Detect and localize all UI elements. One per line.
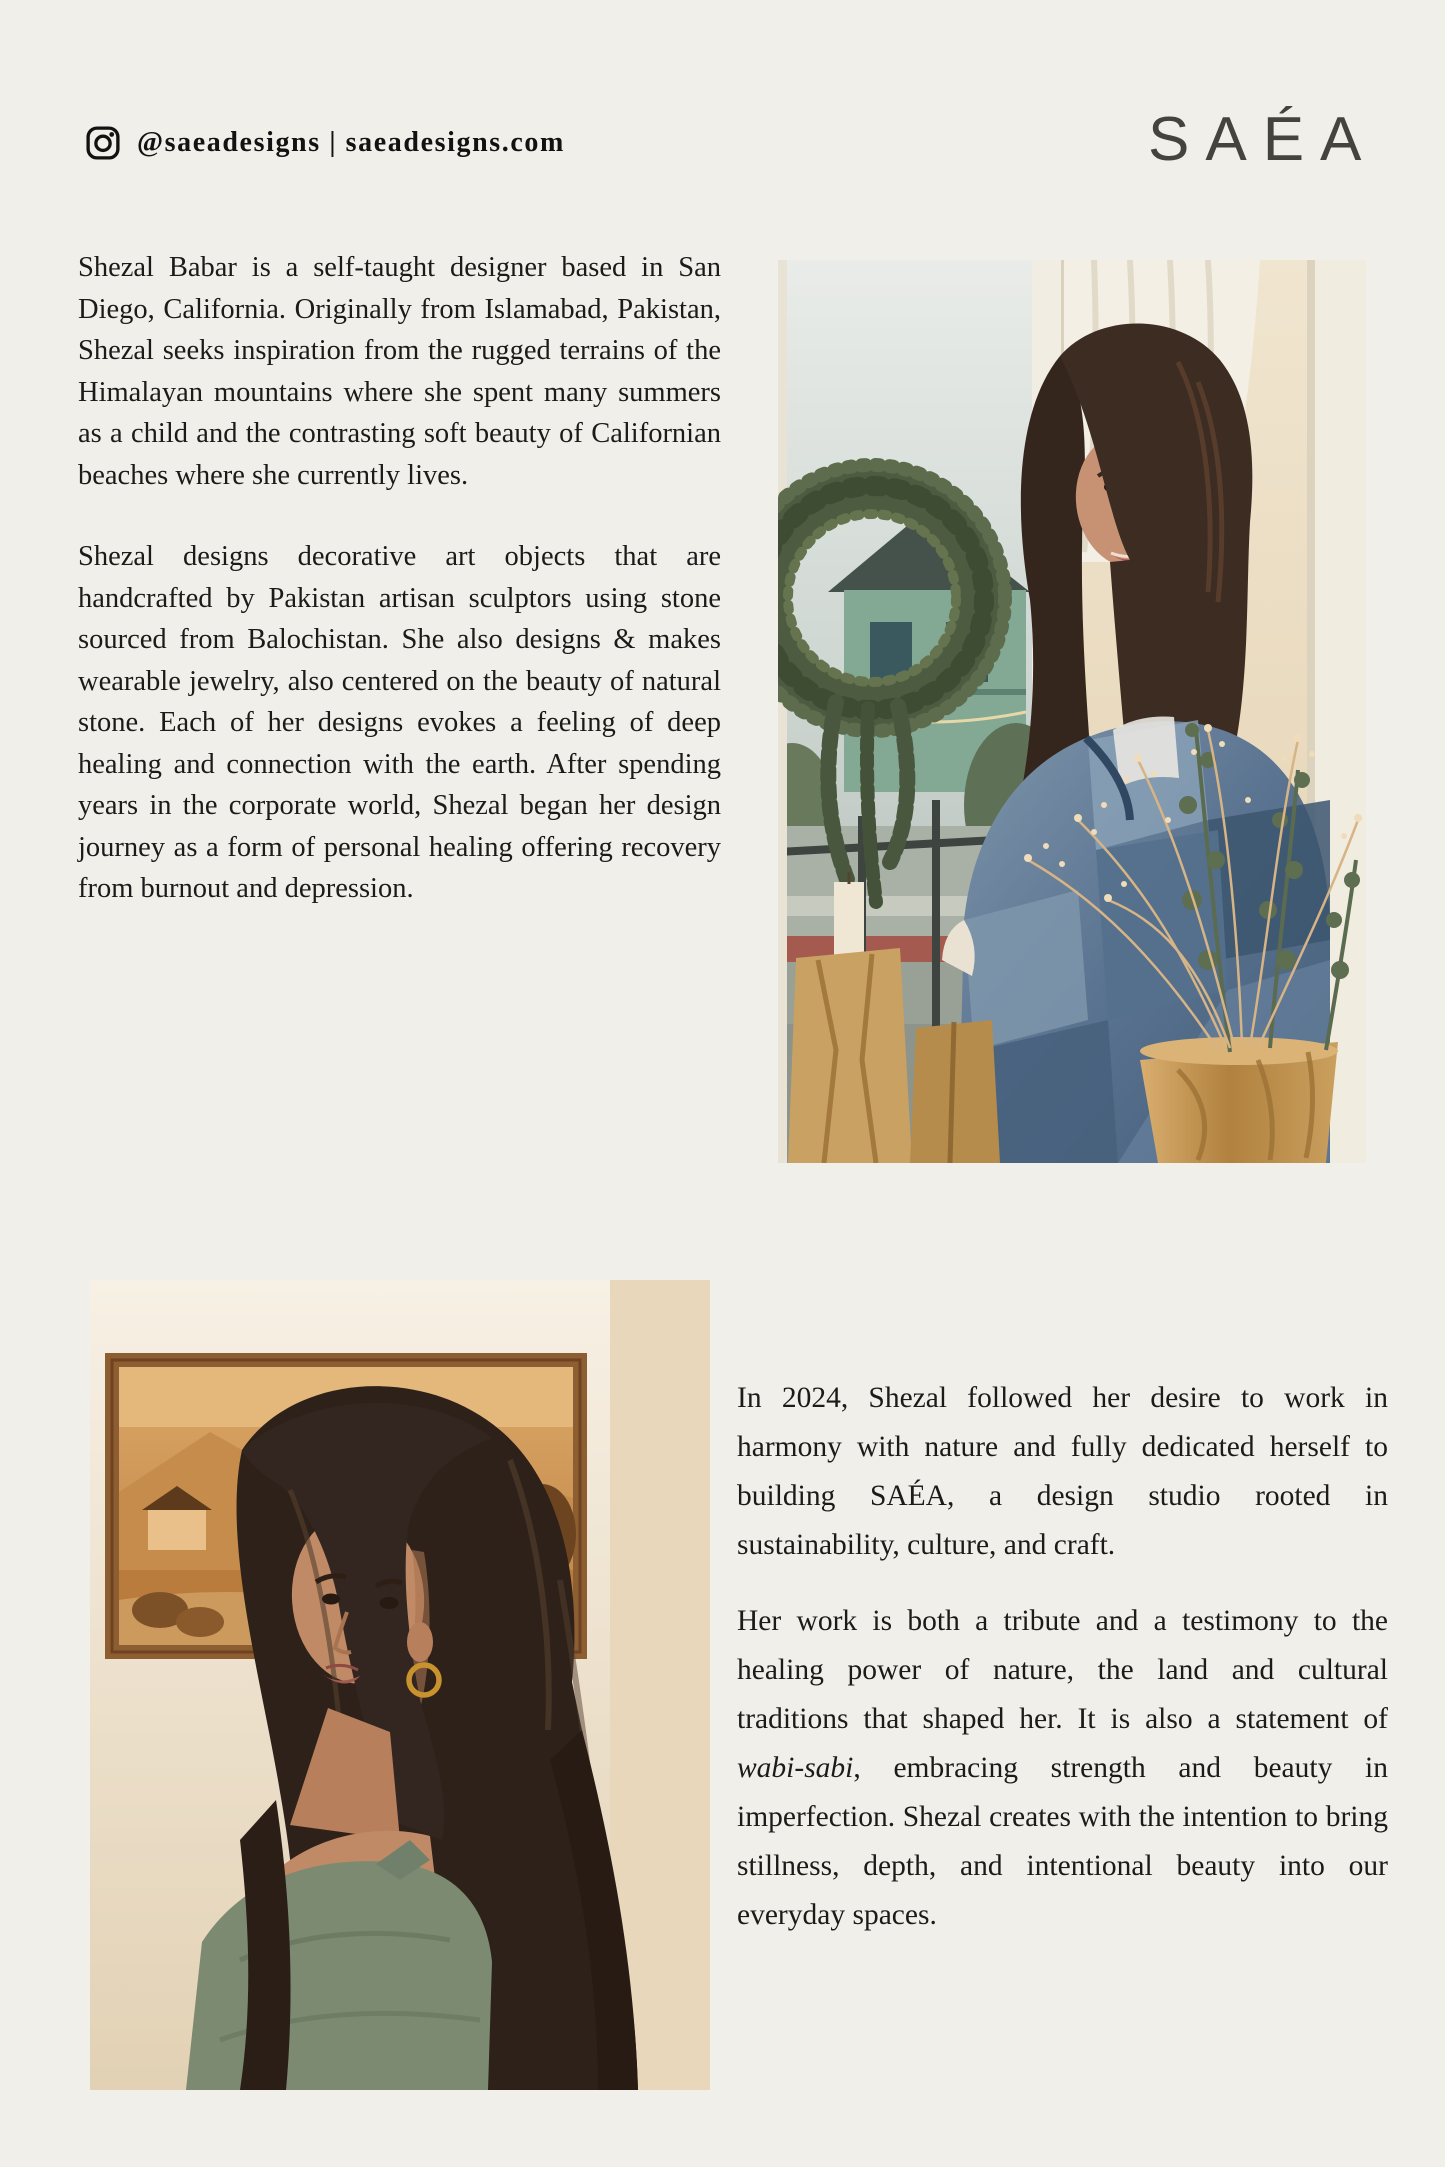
studio-paragraph-2-tail: , embracing strength and beauty in imperfection. Shezal creates with the intention to bring stillness, depth, and intentional beauty into our everyday spaces. bbox=[737, 1752, 1388, 1931]
studio-paragraph-2-lead: Her work is both a tribute and a testimony to the healing power of nature, the land and cultural traditions that shaped her. It is also a statement of bbox=[737, 1605, 1388, 1735]
wabi-sabi-term: wabi-sabi bbox=[737, 1752, 854, 1784]
studio-paragraph-2 bbox=[737, 1597, 1388, 1940]
bio-paragraph-1: Shezal Babar is a self-taught designer based in San Diego, California. Originally from Islamabad, Pakistan, Shezal seeks inspiration from the rugged terrains of the Himalayan mountains where she spent many summers as a child and the contrasting soft beauty of Californian beaches where she currently lives. bbox=[78, 252, 721, 491]
designer-by-window-photo bbox=[778, 260, 1366, 1163]
bio-text-column bbox=[78, 247, 721, 910]
studio-paragraph-1: In 2024, Shezal followed her desire to work in harmony with nature and fully dedicated herself to building SAÉA, a design studio rooted in sustainability, culture, and craft. bbox=[737, 1382, 1388, 1561]
bio-paragraph-2: Shezal designs decorative art objects that are handcrafted by Pakistan artisan sculptors using stone sourced from Balochistan. She also designs & makes wearable jewelry, also centered on the beauty of natural stone. Each of her designs evokes a feeling of deep healing and connection with the earth. After spending years in the corporate world, Shezal began her design journey as a form of personal healing offering recovery from burnout and depression. bbox=[78, 541, 721, 904]
designer-portrait-illustration bbox=[90, 1280, 710, 2090]
studio-text-column bbox=[737, 1374, 1388, 1940]
designer-by-window-illustration bbox=[778, 260, 1366, 1163]
social-handle-row bbox=[84, 124, 565, 162]
instagram-icon bbox=[84, 124, 122, 162]
social-handle-text: @saeadesigns | saeadesigns.com bbox=[137, 127, 565, 158]
brand-logo: SAÉA bbox=[1148, 105, 1378, 174]
designer-portrait-photo bbox=[90, 1280, 710, 2090]
